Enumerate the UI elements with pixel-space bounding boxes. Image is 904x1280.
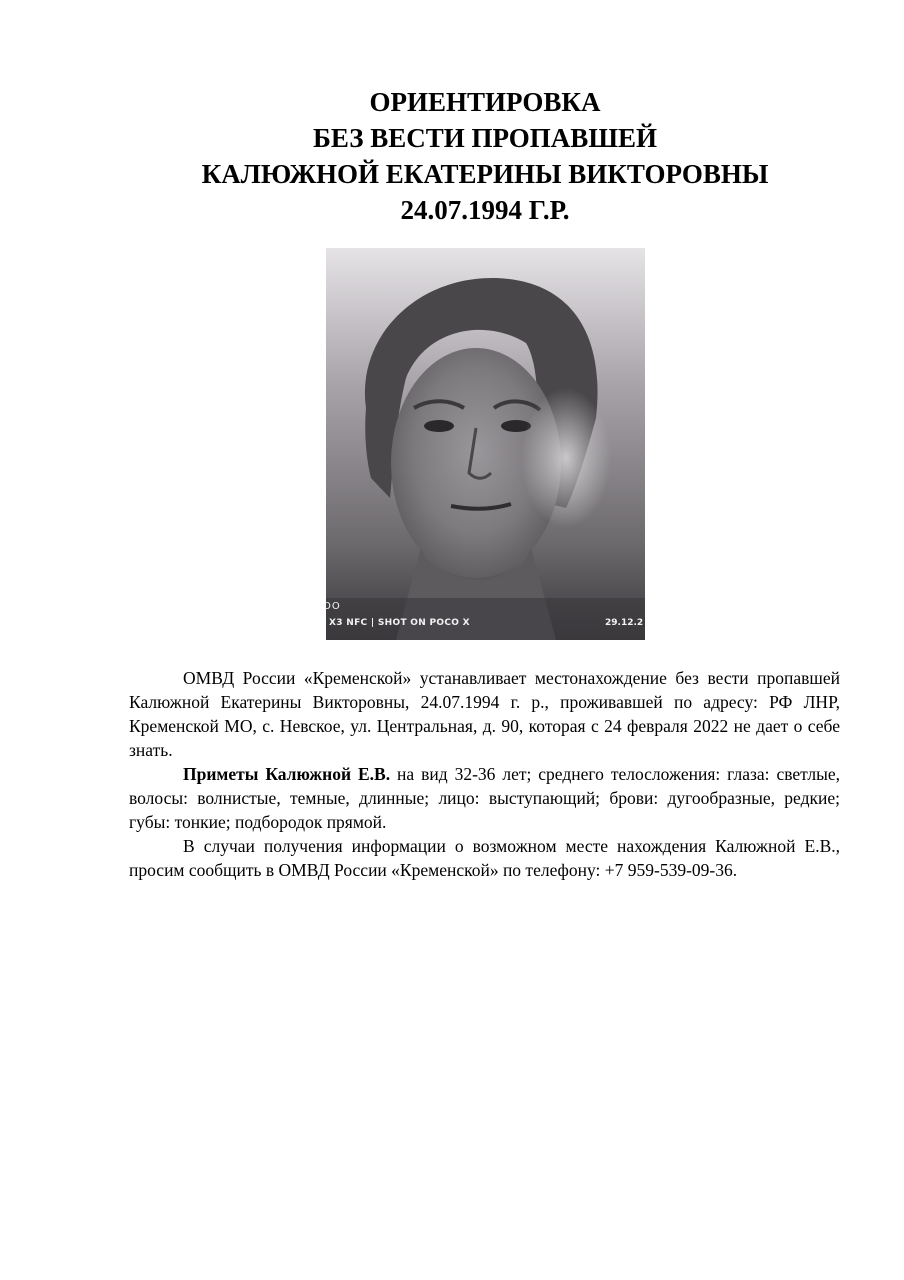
portrait-photo [326,248,645,640]
description-text: на вид 32-36 лет; среднего телосложения: глаза: светлые, волосы: волнистые, темные, длинные; лицо: выступающий; брови: дугообразные, редкие; губы: тонкие; подбородок прямой. [129,764,840,832]
paragraph-contact: В случаи получения информации о возможном месте нахождения Калюжной Е.В., просим сообщить в ОМВД России «Кременской» по телефону: +7 959-539-09-36. [129,836,840,880]
title-line-3: КАЛЮЖНОЙ ЕКАТЕРИНЫ ВИКТОРОВНЫ [201,159,769,189]
camera-watermark-text: X3 NFC | SHOT ON POCO X [329,618,470,628]
title-line-1: ОРИЕНТИРОВКА [369,87,601,117]
paragraph-description [129,762,840,834]
body-text [129,666,840,882]
paragraph-notice: ОМВД России «Кременской» устанавливает местонахождение без вести пропавшей Калюжной Екатерины Викторовны, 24.07.1994 г. р., проживавшей по адресу: РФ ЛНР, Кременской МО, с. Невское, ул. Центральная, д. 90, которая с 24 февраля 2022 не дает о себе знать. [129,668,840,760]
portrait-image [326,248,645,640]
title-line-4: 24.07.1994 Г.Р. [400,195,570,225]
camera-watermark-date: 29.12.2 [605,618,644,628]
camera-watermark-dots: OO [323,601,341,612]
description-heading: Приметы Калюжной Е.В. [183,764,391,784]
title-line-2: БЕЗ ВЕСТИ ПРОПАВШЕЙ [313,123,657,153]
document-title [0,84,904,228]
